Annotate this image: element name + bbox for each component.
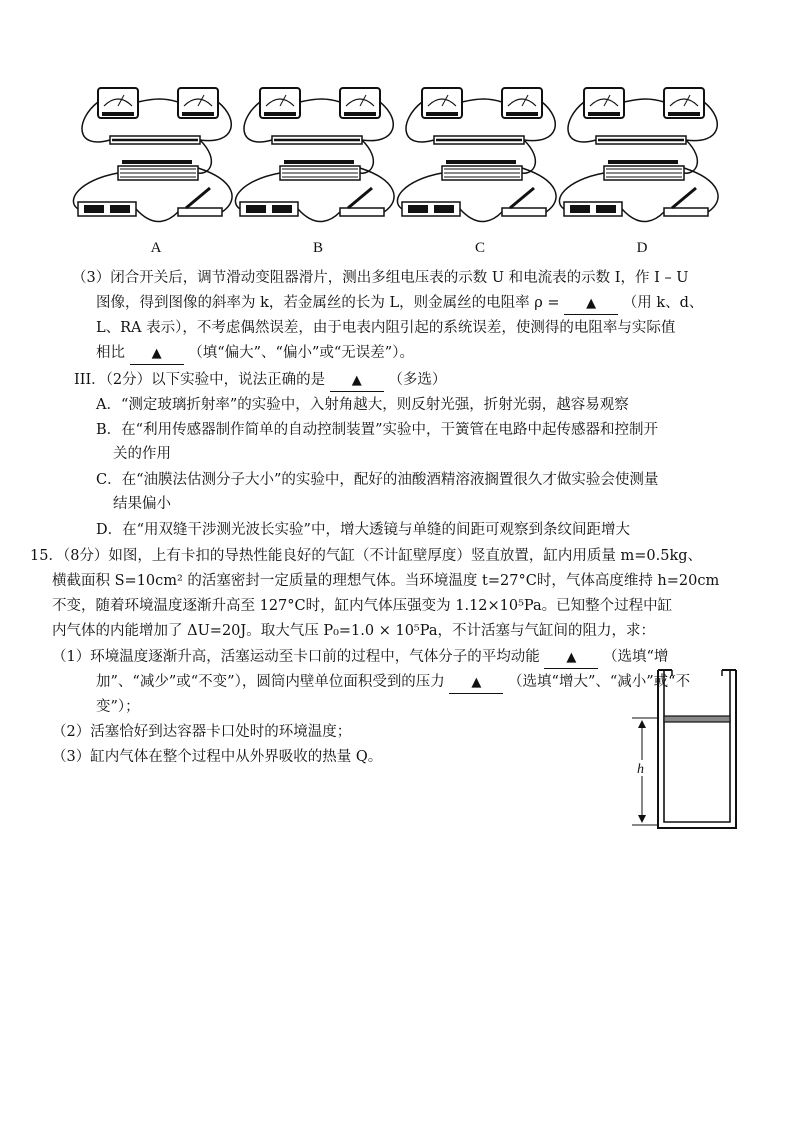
q15-line-1: 15．（8分）如图，上有卡扣的导热性能良好的气缸（不计缸壁厚度）竖直放置，缸内用质量 m=0.5kg、 xyxy=(30,548,703,564)
figure-label-a: A xyxy=(150,240,162,256)
q3-line-4-tail: （填“偏大”、“偏小”或“无误差”）。 xyxy=(188,345,414,361)
q3-line-2-tail: （用 k、d、 xyxy=(622,295,704,311)
q3-line-2 xyxy=(96,293,703,315)
option-b-line-2: 关的作用 xyxy=(113,446,171,462)
option-a: A．“测定玻璃折射率”的实验中，入射角越大，则反射光强，折射光弱，越容易观察 xyxy=(96,397,629,413)
q3-line-2-text: 图像，得到图像的斜率为 k，若金属丝的长为 L，则金属丝的电阻率 ρ = xyxy=(96,295,560,311)
q15-sub1-line-1 xyxy=(52,647,668,669)
option-c-line-1: C．在“油膜法估测分子大小”的实验中，配好的油酸酒精溶液搁置很久才做实验会使测量 xyxy=(96,472,659,488)
answer-marker: ▲ xyxy=(351,373,362,388)
option-c-line-2: 结果偏小 xyxy=(113,496,171,512)
height-label: h xyxy=(637,762,644,777)
q15-line-3: 不变，随着环境温度逐渐升高至 127°C时，缸内气体压强变为 1.12×10⁵Pa。已知整个过程中缸 xyxy=(52,598,673,614)
q15-sub1-tail-2: （选填“增大”、“减小”或“不 xyxy=(508,674,691,690)
answer-marker: ▲ xyxy=(566,650,577,665)
answer-marker: ▲ xyxy=(151,346,162,361)
q15-line-2: 横截面积 S=10cm² 的活塞密封一定质量的理想气体。当环境温度 t=27°C时，气体高度维持 h=20cm xyxy=(52,573,720,589)
q3-line-4-text: 相比 xyxy=(96,345,125,361)
option-b-line-1: B．在“利用传感器制作简单的自动控制装置”实验中，干簧管在电路中起传感器和控制开 xyxy=(96,422,658,438)
q15-sub1-text-2: 加”、“减少”或“不变”），圆筒内壁单位面积受到的压力 xyxy=(96,674,445,690)
answer-blank-multi[interactable] xyxy=(330,370,384,392)
circuit-figures xyxy=(70,80,720,240)
figure-label-d: D xyxy=(636,240,648,256)
part3-stem-text: III．（2分）以下实验中，说法正确的是 xyxy=(74,372,326,388)
option-d: D．在“用双缝干涉测光波长实验”中，增大透镜与单缝的间距可观察到条纹间距增大 xyxy=(96,522,630,538)
part3-stem xyxy=(74,370,446,392)
q15-sub3: （3）缸内气体在整个过程中从外界吸收的热量 Q。 xyxy=(52,749,383,765)
answer-blank-error[interactable] xyxy=(130,343,184,365)
figure-label-c: C xyxy=(474,240,485,256)
answer-marker: ▲ xyxy=(471,675,482,690)
q15-sub1-line-3: 变”）； xyxy=(96,699,140,715)
q15-sub1-text: （1）环境温度逐渐升高，活塞运动至卡口前的过程中，气体分子的平均动能 xyxy=(52,649,540,665)
cylinder-figure xyxy=(628,668,758,836)
answer-blank-kinetic-energy[interactable] xyxy=(544,647,598,669)
answer-blank-resistivity[interactable] xyxy=(564,293,618,315)
q15-sub1-line-2 xyxy=(96,672,690,694)
answer-blank-pressure[interactable] xyxy=(449,672,503,694)
circuit-labels xyxy=(70,240,720,260)
q3-line-3: L、RA 表示），不考虑偶然误差，由于电表内阻引起的系统误差，使测得的电阻率与实际值 xyxy=(96,320,676,336)
q15-sub2: （2）活塞恰好到达容器卡口处时的环境温度； xyxy=(52,724,352,740)
figure-label-b: B xyxy=(312,240,323,256)
q3-line-4 xyxy=(96,343,414,365)
q15-sub1-tail: （选填“增 xyxy=(602,649,669,665)
q15-line-4: 内气体的内能增加了 ΔU=20J。取大气压 P₀=1.0 × 10⁵Pa，不计活塞与气缸间的阻力，求： xyxy=(52,623,655,639)
answer-marker: ▲ xyxy=(586,296,597,311)
q3-line-1: （3）闭合开关后，调节滑动变阻器滑片，测出多组电压表的示数 U 和电流表的示数 I，作 I – U xyxy=(72,270,689,286)
part3-stem-tail: （多选） xyxy=(388,372,447,388)
